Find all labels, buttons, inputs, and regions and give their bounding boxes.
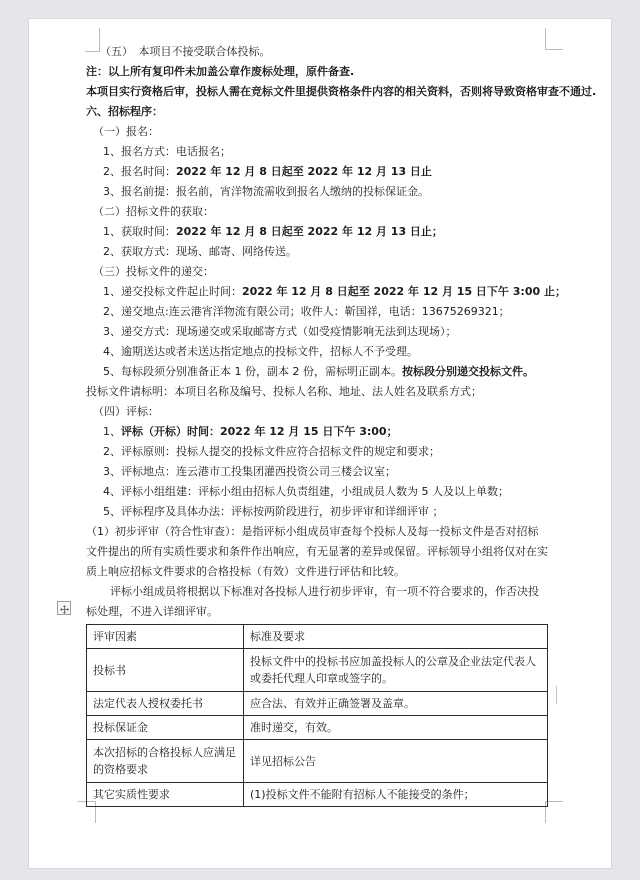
para-submission-method: 3、递交方式：现场递交或采取邮寄方式（如受疫情影响无法到达现场）； [103, 325, 457, 338]
para-note-copies: 注：以上所有复印件未加盖公章作废标处理，原件备查. [86, 65, 355, 78]
header-cell-factor: 评审因素 [87, 625, 244, 649]
para-obtain-method: 2、获取方式：现场、邮寄、网络传送。 [103, 245, 297, 258]
para-post-qualification: 本项目实行资格后审，投标人需在竞标文件里提供资格条件内容的相关资料，否则将导致资格审查不通过. [86, 85, 597, 98]
para-obtain-time: 1、获取时间：2022 年 12 月 8 日起至 2022 年 12 月 13 日止； [103, 225, 443, 238]
review-criteria-table [86, 624, 548, 807]
para-evaluation-time: 1、评标（开标）时间：2022 年 12 月 15 日下午 3:00； [103, 425, 398, 438]
para-bid-labeling: 投标文件请标明：本项目名称及编号、投标人名称、地址、法人姓名及联系方式； [86, 385, 482, 398]
table-row [87, 649, 548, 692]
para-registration-time: 2、报名时间：2022 年 12 月 8 日起至 2022 年 12 月 13 日止 [103, 165, 432, 178]
cell-requirement: 详见招标公告 [244, 740, 548, 783]
para-review-criteria-intro: 评标小组成员将根据以下标准对各投标人进行初步评审，有一项不符合要求的，作否决投标处理，不进入详细评审。 [86, 585, 539, 618]
heading-tender-procedure: 六、招标程序： [86, 105, 163, 118]
margin-mark-right-side [556, 686, 557, 704]
cell-factor: 法定代表人授权委托书 [87, 692, 244, 716]
cell-requirement: 应合法、有效并正确签署及盖章。 [244, 692, 548, 716]
para-evaluation-place: 3、评标地点：连云港市工投集团灌西投资公司三楼会议室； [103, 465, 396, 478]
table-header-row [87, 625, 548, 649]
document-body [86, 42, 597, 807]
header-cell-requirement: 标准及要求 [244, 625, 548, 649]
para-late-delivery: 4、逾期送达或者未送达指定地点的投标文件，招标人不予受理。 [103, 345, 418, 358]
table-row [87, 740, 548, 783]
para-evaluation-procedure: 5、评标程序及具体办法：评标按两阶段进行，初步评审和详细评审 ； [103, 505, 444, 518]
cell-requirement: 准时递交，有效。 [244, 716, 548, 740]
table-move-handle[interactable] [57, 601, 71, 615]
para-registration-premise: 3、报名前提：报名前，宵洋物流需收到报名人缴纳的投标保证金。 [103, 185, 429, 198]
app-background-top [0, 0, 640, 18]
app-background-left [0, 0, 28, 880]
cell-factor: 投标书 [87, 649, 244, 692]
app-background-bottom [0, 869, 640, 880]
heading-bid-evaluation: （四）评标： [93, 405, 159, 418]
cell-requirement: 投标文件中的投标书应加盖投标人的公章及企业法定代表人或委托代理人印章或签字的。 [244, 649, 548, 692]
cell-factor: 本次招标的合格投标人应满足的资格要求 [87, 740, 244, 783]
table-row [87, 692, 548, 716]
cell-factor: 其它实质性要求 [87, 783, 244, 807]
para-preliminary-review: （1）初步评审（符合性审查）：是指评标小组成员审查每个投标人及每一投标文件是否对招标文件提出的所有实质性要求和条件作出响应，有无显著的差异或保留。评标领导小组将仅对在实质上响应招标文件要求的合格投标（有效）文件进行评估和比较。 [86, 525, 548, 578]
heading-bid-submission: （三）投标文件的递交： [93, 265, 214, 278]
para-evaluation-panel: 4、评标小组组建：评标小组由招标人负责组建，小组成员人数为 5 人及以上单数； [103, 485, 509, 498]
heading-registration: （一）报名： [93, 125, 159, 138]
heading-document-obtaining: （二）招标文件的获取： [93, 205, 214, 218]
para-submission-place: 2、递交地点:连云港宵洋物流有限公司；收件人：靳国祥，电话：13675269321； [103, 305, 510, 318]
para-registration-method: 1、报名方式：电话报名； [103, 145, 231, 158]
table-row [87, 783, 548, 807]
table-row [87, 716, 548, 740]
para-submission-time: 1、递交投标文件起止时间：2022 年 12 月 8 日起至 2022 年 12 月 15 日下午 3:00 止； [103, 285, 566, 298]
para-no-consortium-bid: （五） 本项目不接受联合体投标。 [100, 45, 271, 58]
cell-factor: 投标保证金 [87, 716, 244, 740]
move-cross-icon [60, 599, 69, 618]
para-evaluation-principle: 2、评标原则：投标人提交的投标文件应符合招标文件的规定和要求； [103, 445, 440, 458]
app-background-right [612, 0, 640, 880]
para-copies-per-section: 5、每标段须分别准备正本 1 份，副本 2 份，需标明正副本。按标段分别递交投标文件。 [103, 365, 534, 378]
cell-requirement: (1)投标文件不能附有招标人不能接受的条件； [244, 783, 548, 807]
